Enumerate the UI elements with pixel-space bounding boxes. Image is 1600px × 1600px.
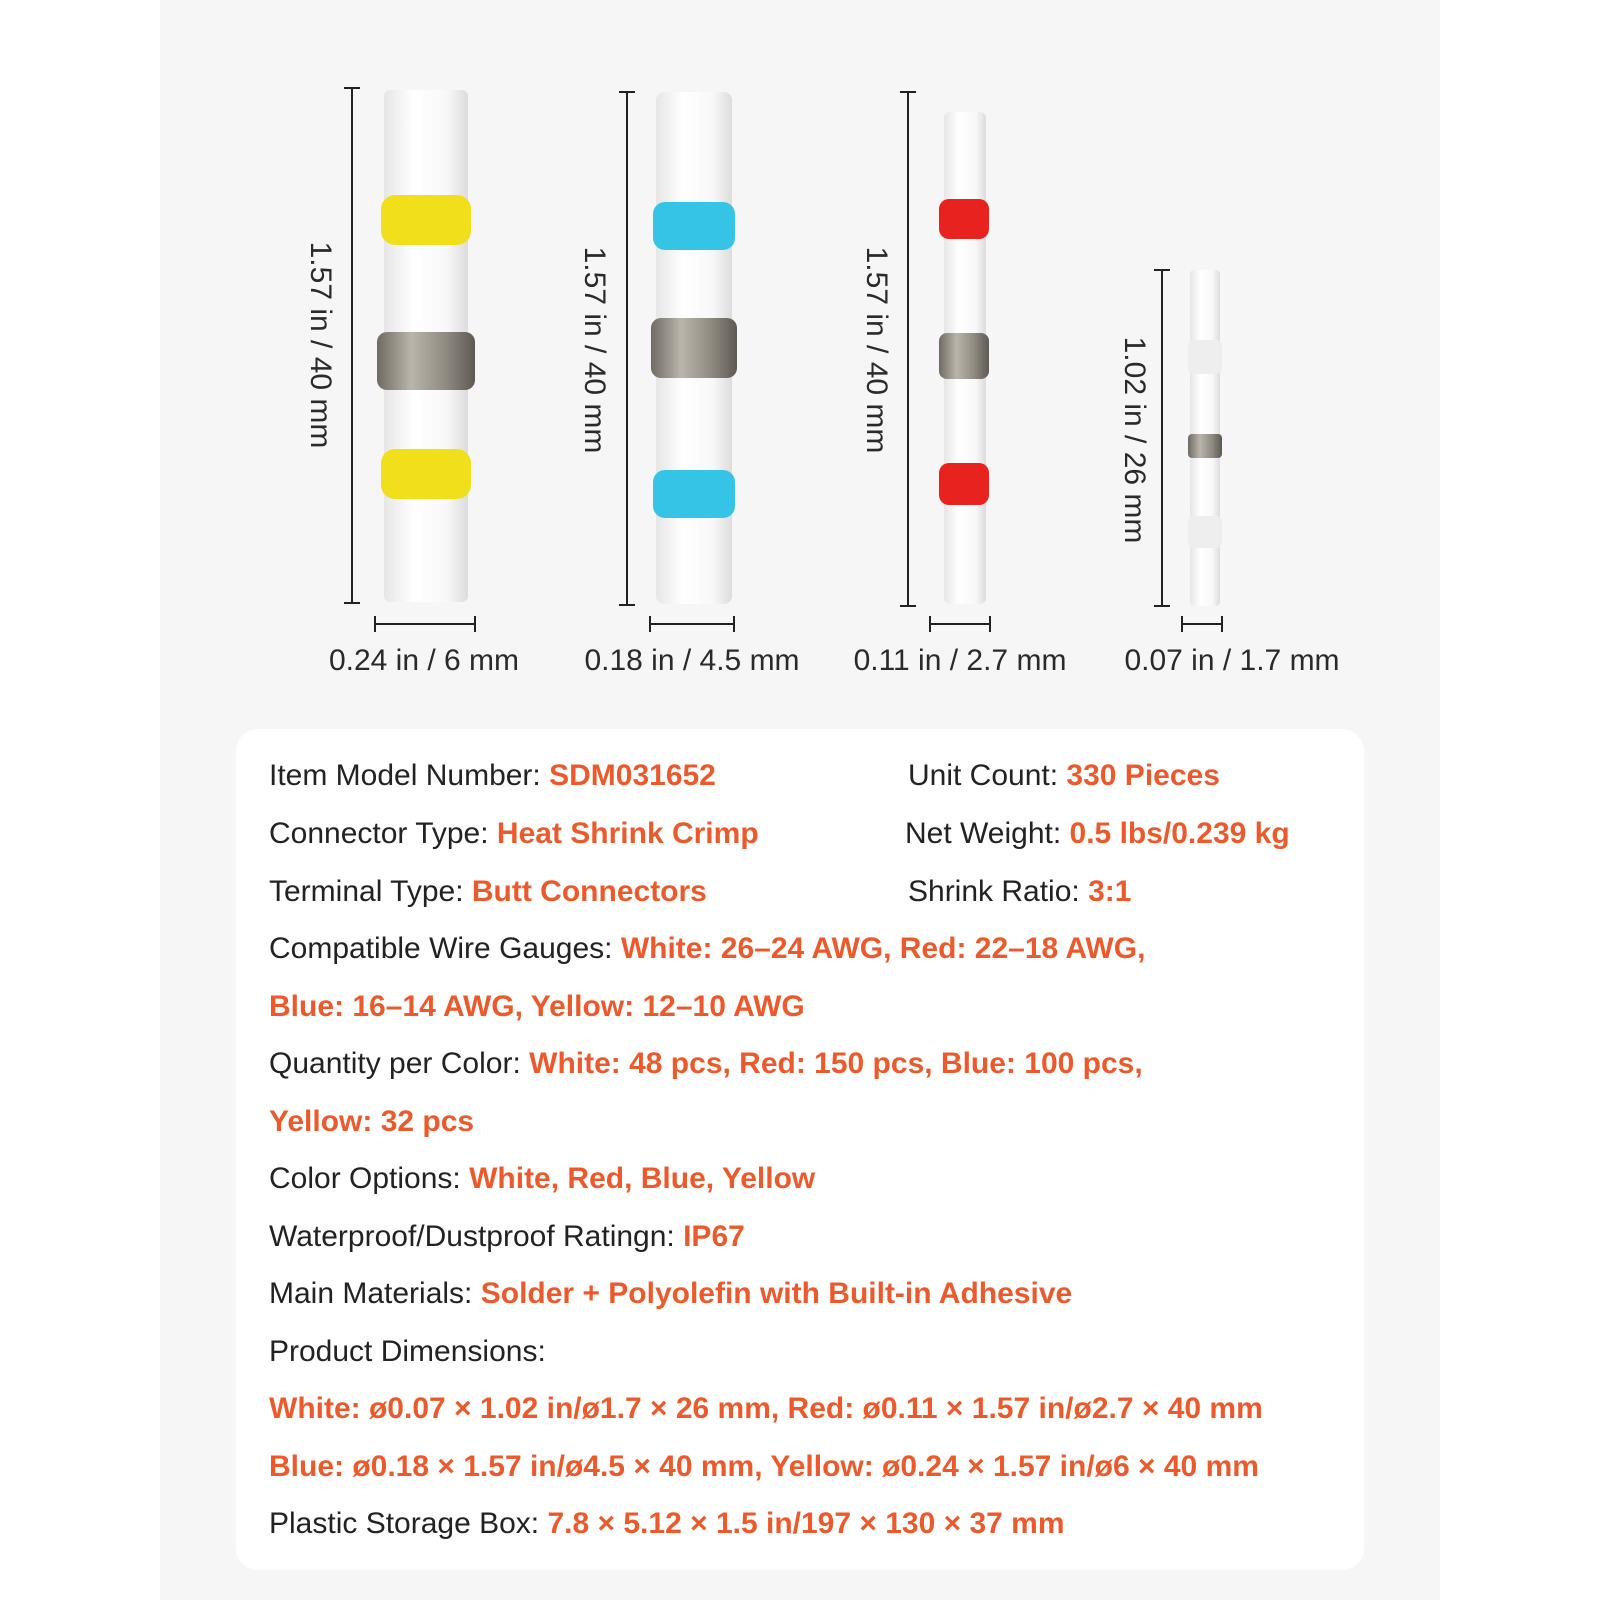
red-band-bottom bbox=[939, 463, 989, 505]
blue-diameter-label: 0.18 in / 4.5 mm bbox=[584, 644, 800, 677]
spec-value: White, Red, Blue, Yellow bbox=[469, 1162, 816, 1195]
connector-yellow bbox=[344, 88, 475, 632]
spec-label: Product Dimensions: bbox=[269, 1335, 546, 1368]
spec-label: Quantity per Color: bbox=[269, 1047, 530, 1080]
spec-dimensions bbox=[269, 1332, 546, 1372]
solder-band bbox=[377, 332, 475, 390]
blue-length-label: 1.57 in / 40 mm bbox=[578, 246, 611, 454]
spec-value: 7.8 × 5.12 × 1.5 in/197 × 130 × 37 mm bbox=[547, 1507, 1065, 1540]
spec-value: Heat Shrink Crimp bbox=[496, 817, 759, 850]
yellow-band-bottom bbox=[381, 449, 471, 499]
spec-label: Connector Type: bbox=[269, 817, 497, 850]
spec-value: 0.5 lbs/0.239 kg bbox=[1069, 817, 1290, 850]
spec-unit-count bbox=[908, 756, 1220, 796]
spec-value: 330 Pieces bbox=[1066, 759, 1220, 792]
spec-rating bbox=[269, 1217, 745, 1257]
blue-band-bottom bbox=[653, 470, 735, 518]
spec-connector-type bbox=[269, 814, 759, 854]
yellow-band-top bbox=[381, 195, 471, 245]
red-diameter-label: 0.11 in / 2.7 mm bbox=[853, 644, 1067, 677]
spec-label: Terminal Type: bbox=[269, 875, 472, 908]
spec-value: Yellow: 32 pcs bbox=[269, 1105, 475, 1138]
specifications-card bbox=[236, 729, 1364, 1570]
spec-value: IP67 bbox=[683, 1220, 745, 1253]
solder-band bbox=[651, 318, 737, 378]
connector-figure bbox=[0, 0, 1600, 700]
spec-value: White: 26–24 AWG, Red: 22–18 AWG, bbox=[620, 932, 1146, 965]
spec-label: Compatible Wire Gauges: bbox=[269, 932, 621, 965]
yellow-length-label: 1.57 in / 40 mm bbox=[304, 241, 337, 449]
blue-band-top bbox=[653, 202, 735, 250]
spec-label: Waterproof/Dustproof Ratingn: bbox=[269, 1220, 684, 1253]
spec-model bbox=[269, 756, 716, 796]
spec-dimensions-line-1 bbox=[269, 1389, 1263, 1429]
solder-band bbox=[1188, 434, 1222, 458]
spec-storage-box bbox=[269, 1504, 1065, 1544]
spec-terminal-type bbox=[269, 872, 707, 912]
spec-label: Net Weight: bbox=[905, 817, 1070, 850]
red-band-top bbox=[939, 199, 989, 239]
spec-qty-per-color-cont bbox=[269, 1102, 474, 1142]
spec-value: Blue: 16–14 AWG, Yellow: 12–10 AWG bbox=[269, 990, 805, 1023]
spec-materials bbox=[269, 1274, 1072, 1314]
spec-wire-gauges bbox=[269, 929, 1145, 969]
connector-drawing bbox=[0, 0, 1600, 700]
spec-value: Blue: ø0.18 × 1.57 in/ø4.5 × 40 mm, Yellow: ø0.24 × 1.57 in/ø6 × 40 mm bbox=[269, 1450, 1259, 1483]
spec-label: Color Options: bbox=[269, 1162, 470, 1195]
spec-value: Solder + Polyolefin with Built-in Adhesive bbox=[480, 1277, 1073, 1310]
white-diameter-label: 0.07 in / 1.7 mm bbox=[1124, 644, 1340, 677]
spec-label: Main Materials: bbox=[269, 1277, 481, 1310]
spec-label: Shrink Ratio: bbox=[908, 875, 1089, 908]
spec-value: White: 48 pcs, Red: 150 pcs, Blue: 100 pcs, bbox=[529, 1047, 1143, 1080]
spec-value: 3:1 bbox=[1088, 875, 1132, 908]
connector-blue bbox=[619, 92, 737, 632]
spec-shrink-ratio bbox=[908, 872, 1131, 912]
spec-value: SDM031652 bbox=[549, 759, 716, 792]
spec-net-weight bbox=[905, 814, 1290, 854]
spec-label: Plastic Storage Box: bbox=[269, 1507, 548, 1540]
spec-color-options bbox=[269, 1159, 815, 1199]
red-length-label: 1.57 in / 40 mm bbox=[860, 246, 893, 454]
yellow-diameter-label: 0.24 in / 6 mm bbox=[328, 644, 520, 677]
solder-band bbox=[939, 333, 989, 379]
white-length-label: 1.02 in / 26 mm bbox=[1118, 336, 1151, 544]
spec-value: Butt Connectors bbox=[471, 875, 707, 908]
spec-value: White: ø0.07 × 1.02 in/ø1.7 × 26 mm, Red: ø0.11 × 1.57 in/ø2.7 × 40 mm bbox=[269, 1392, 1263, 1425]
white-band-bottom bbox=[1188, 516, 1222, 548]
spec-qty-per-color bbox=[269, 1044, 1143, 1084]
white-band-top bbox=[1188, 340, 1222, 374]
spec-label: Unit Count: bbox=[908, 759, 1067, 792]
connector-red bbox=[900, 92, 990, 632]
spec-wire-gauges-cont bbox=[269, 987, 805, 1027]
connector-white bbox=[1154, 270, 1222, 632]
spec-dimensions-line-2 bbox=[269, 1447, 1259, 1487]
spec-label: Item Model Number: bbox=[269, 759, 550, 792]
